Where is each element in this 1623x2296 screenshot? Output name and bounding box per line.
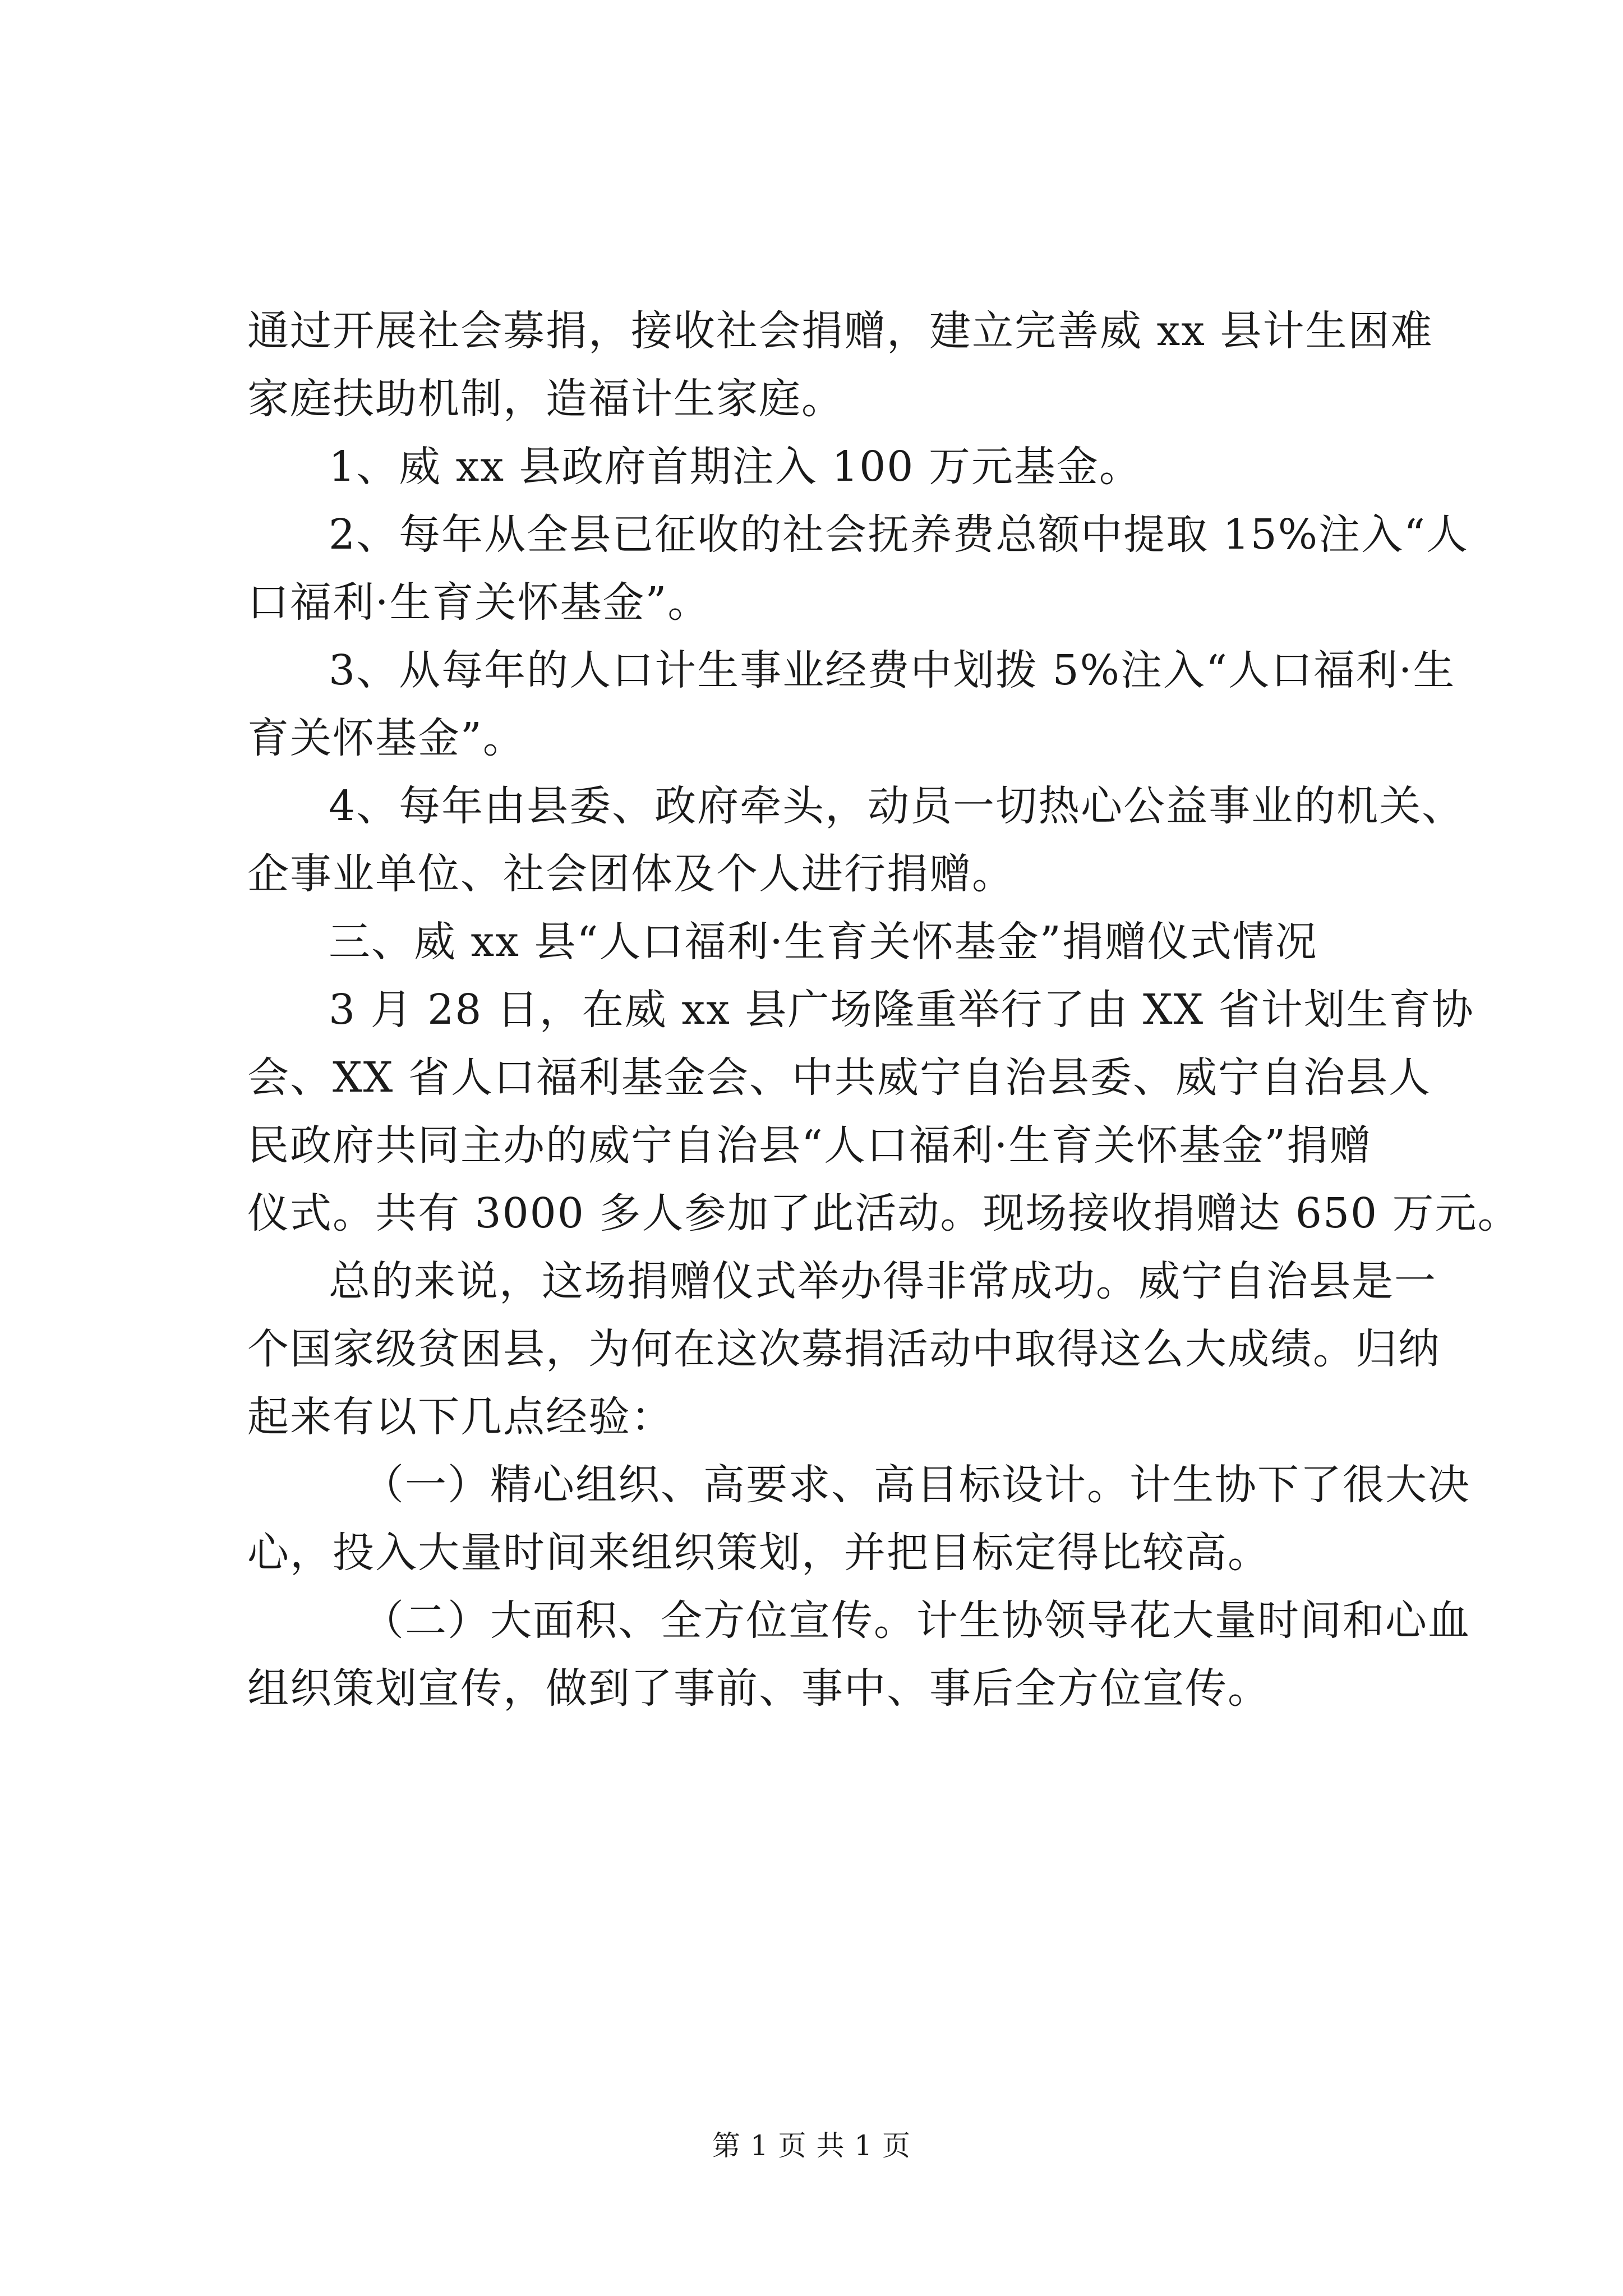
text-line: 3 月 28 日，在威 xx 县广场隆重举行了由 XX 省计划生育协 bbox=[329, 986, 1474, 1034]
text-line: 仪式。共有 3000 多人参加了此活动。现场接收捐赠达 650 万元。 bbox=[247, 1189, 1520, 1237]
text-line: 起来有以下几点经验： bbox=[247, 1393, 674, 1441]
text-line: 育关怀基金”。 bbox=[247, 714, 525, 762]
text-line: 4、每年由县委、政府牵头，动员一切热心公益事业的机关、 bbox=[329, 782, 1465, 830]
section-heading: 三、威 xx 县“人口福利·生育关怀基金”捐赠仪式情况 bbox=[329, 918, 1318, 966]
text-line: 2、每年从全县已征收的社会抚养费总额中提取 15%注入“人 bbox=[329, 510, 1469, 559]
text-line: 企事业单位、社会团体及个人进行捐赠。 bbox=[247, 850, 1015, 898]
text-line: 心，投入大量时间来组织策划，并把目标定得比较高。 bbox=[247, 1529, 1270, 1577]
text-line: 会、XX 省人口福利基金会、中共威宁自治县委、威宁自治县人 bbox=[247, 1053, 1431, 1102]
text-line: 1、威 xx 县政府首期注入 100 万元基金。 bbox=[329, 443, 1142, 491]
text-line: 通过开展社会募捐，接收社会捐赠，建立完善威 xx 县计生困难 bbox=[247, 307, 1433, 355]
text-line: （一）精心组织、高要求、高目标设计。计生协下了很大决 bbox=[362, 1461, 1470, 1509]
document-body bbox=[247, 297, 1520, 1723]
text-line: 口福利·生育关怀基金”。 bbox=[247, 578, 711, 627]
text-line: 民政府共同主办的威宁自治县“人口福利·生育关怀基金”捐赠 bbox=[247, 1121, 1372, 1170]
text-line: 总的来说，这场捐赠仪式举办得非常成功。威宁自治县是一 bbox=[329, 1257, 1437, 1305]
text-line: 3、从每年的人口计生事业经费中划拨 5%注入“人口福利·生 bbox=[329, 646, 1456, 694]
text-line: 个国家级贫困县，为何在这次募捐活动中取得这么大成绩。归纳 bbox=[247, 1325, 1441, 1373]
page-footer: 第 1 页 共 1 页 bbox=[712, 2129, 911, 2162]
text-line: 组织策划宣传，做到了事前、事中、事后全方位宣传。 bbox=[247, 1664, 1270, 1713]
text-line: （二）大面积、全方位宣传。计生协领导花大量时间和心血 bbox=[362, 1596, 1470, 1645]
text-line: 家庭扶助机制，造福计生家庭。 bbox=[247, 375, 844, 423]
